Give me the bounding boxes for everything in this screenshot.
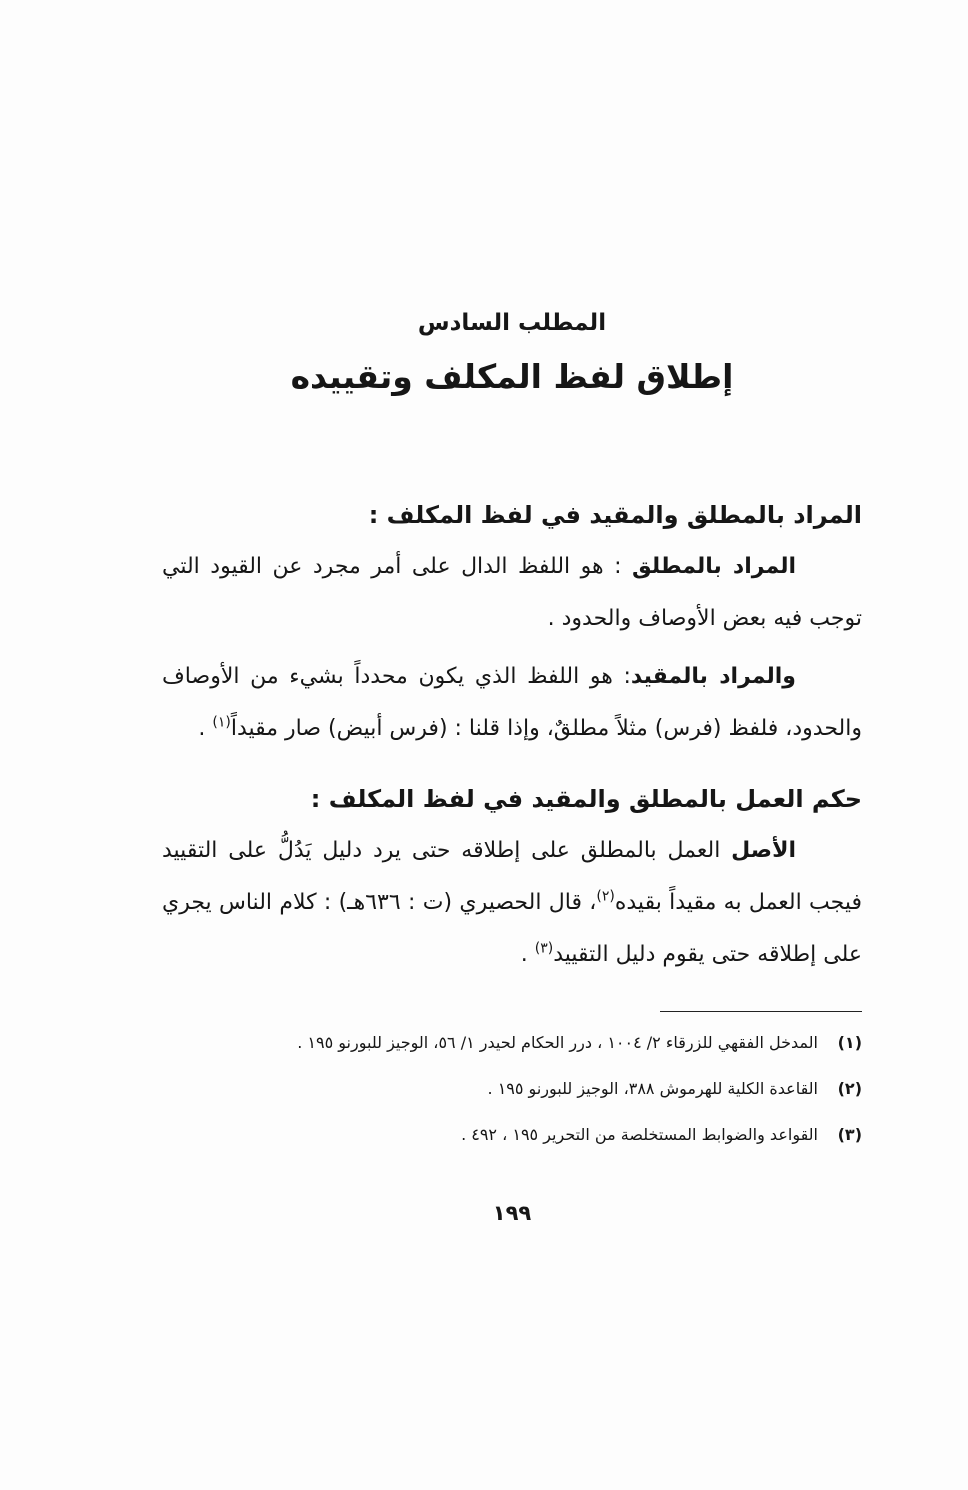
footnotes [162, 1024, 862, 1154]
paragraph-tail: . [198, 716, 213, 741]
footnote-reference: (٣) [534, 940, 554, 957]
footnote-marker: (٣) [837, 1125, 862, 1144]
paragraph-lead: والمراد بالمقيد [630, 664, 796, 689]
section-heading: حكم العمل بالمطلق والمقيد في لفظ المكلف : [310, 785, 862, 813]
paragraph-text: ، قال الحصيري (ت : ٦٣٦هـ) : كلام الناس يجري على إطلاقه حتى يقوم دليل التقييد [162, 890, 862, 967]
footnote [162, 1116, 862, 1154]
section-ruling [162, 773, 862, 981]
footnote-divider [660, 1011, 862, 1012]
paragraph [162, 651, 862, 755]
footnote-reference: (٢) [596, 888, 615, 905]
footnote-text: القواعد والضوابط المستخلصة من التحرير ١٩٥ ، ٤٩٢ . [461, 1125, 818, 1144]
footnote-marker: (٢) [837, 1079, 862, 1098]
section-label: المطلب السادس [417, 310, 607, 336]
footnote [162, 1070, 862, 1108]
chapter-header [162, 305, 862, 403]
paragraph-tail: . [520, 942, 535, 967]
footnote-marker: (١) [837, 1033, 862, 1052]
paragraph-lead: الأصل [731, 838, 796, 863]
footnote [162, 1024, 862, 1062]
page-number: ١٩٩ [492, 1201, 532, 1225]
section-heading: المراد بالمطلق والمقيد في لفظ المكلف : [368, 501, 862, 529]
paragraph [162, 541, 862, 645]
footnote-text: القاعدة الكلية للهرموش ٣٨٨، الوجيز للبورنو ١٩٥ . [487, 1079, 818, 1098]
section-definition [162, 489, 862, 755]
footnote-reference: (١) [212, 714, 231, 731]
paragraph-text: : هو اللفظ الذي يكون محدداً بشيء من الأوصاف والحدود، فلفظ (فرس) مثلاً مطلقٌ، وإذا قلنا : (فرس أبيض) صار مقيداً [162, 664, 862, 741]
paragraph-text: العمل بالمطلق على إطلاقه حتى يرد دليل يَدُلُّ على التقييد فيجب العمل به مقيداً بقيده [162, 838, 862, 915]
page-title: إطلاق لفظ المكلف وتقييده [290, 357, 734, 396]
footnote-text: المدخل الفقهي للزرقاء ٢/ ١٠٠٤ ، درر الحكام لحيدر ١/ ٥٦، الوجيز للبورنو ١٩٥ . [297, 1033, 818, 1052]
paragraph [162, 825, 862, 981]
page-content [162, 305, 862, 1228]
paragraph-lead: المراد بالمطلق [632, 554, 796, 579]
paragraph-text: : هو اللفظ الدال على أمر مجرد عن القيود التي توجب فيه بعض الأوصاف والحدود . [162, 554, 862, 631]
